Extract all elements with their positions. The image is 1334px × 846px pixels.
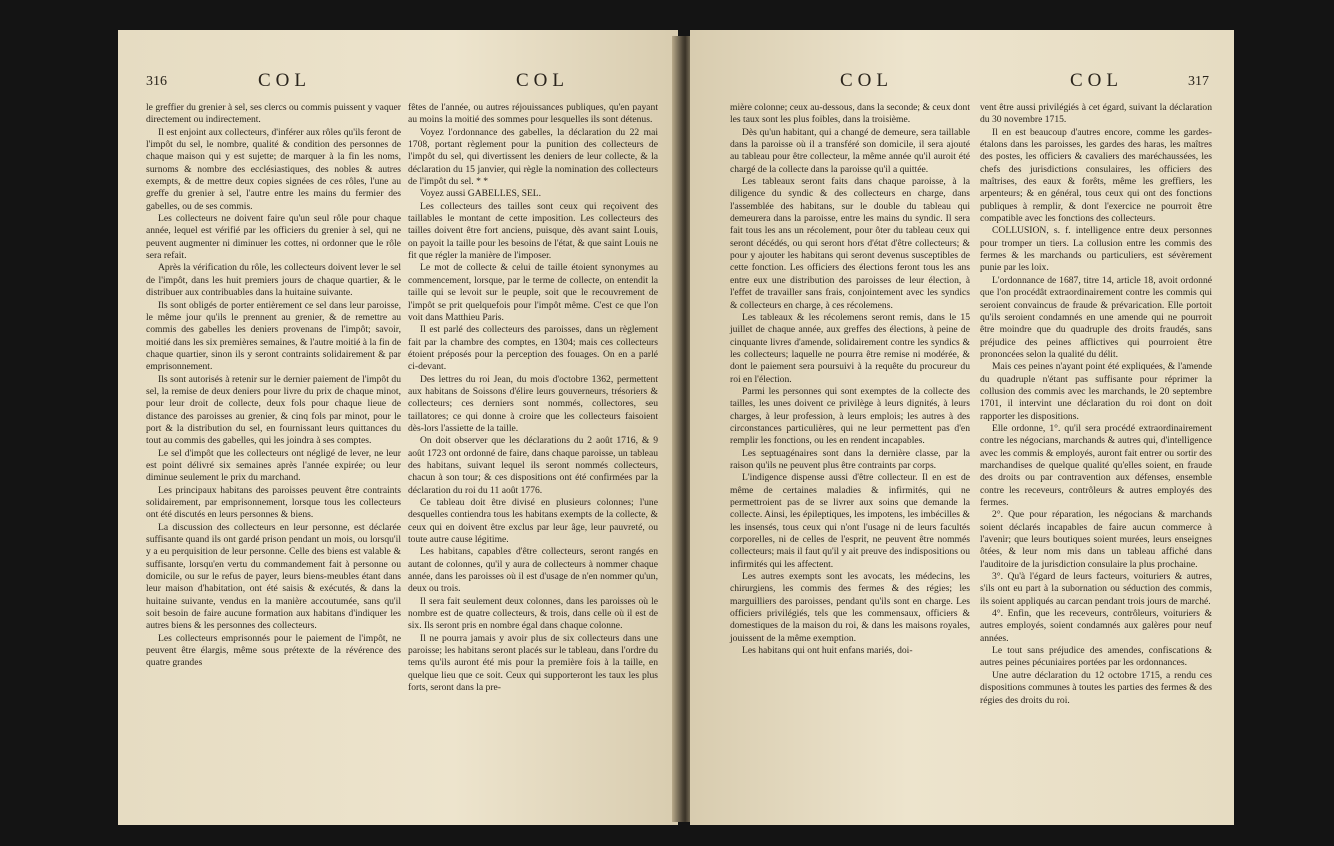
paragraph: Les autres exempts sont les avocats, les médecins, les chirurgiens, les commis des fermes & des régies; les marguilliers des paroisses, pendant qu'ils sont en charge. Les officiers privilégiés, tels que les commensaux, officiers & domestiques de la maison du roi, & dans les maisons royales, jouissent de la même exemption. [730, 571, 970, 644]
paragraph: Parmi les personnes qui sont exemptes de la collecte des tailles, les unes doivent ce privilège à leurs dignités, à leurs charges, à leur profession, à leurs emplois; les autres à des circonstances particulières, qui ne leur permettent pas d'en remplir les fonctions, ou les en rendent incapables. [730, 385, 970, 447]
paragraph: Des lettres du roi Jean, du mois d'octobre 1362, permettent aux habitans de Soissons d'élire leurs gouverneurs, trésoriers & collecteurs; ces derniers sont nommés, collectores, seu taillatores; ce qui donne à croire que les collecteurs faisoient dès-lors l'assiette de la taille. [408, 373, 658, 434]
paragraph: Dès qu'un habitant, qui a changé de demeure, sera taillable dans la paroisse où il a transféré son domicile, il sera ajouté au tableau pour être collecteur, la même année qu'il auroit été chargé de la collecte dans la paroisse qu'il a quittée. [730, 126, 970, 175]
paragraph: Le mot de collecte & celui de taille étoient synonymes au commencement, lorsque, par le terme de collecte, on entendit la taille qui se levoit sur le peuple, soit que le recouvrement de l'impôt se prit quelquefois pour l'impôt même. C'est ce que l'on voit dans Matthieu Paris. [408, 262, 658, 323]
paragraph: mière colonne; ceux au-dessous, dans la seconde; & ceux dont les taux sont les plus foibles, dans la troisième. [730, 102, 970, 126]
paragraph: Il est enjoint aux collecteurs, d'inférer aux rôles qu'ils feront de l'impôt du sel, le nombre, qualité & condition des personnes de chaque maison qui y est sujette; de marquer à la fin les noms, surnoms & nombre des ecclésiastiques, des nobles & autres exempts, & de mettre deux copies signées de ces rôles, l'une au greffe du grenier à sel, l'autre entre les mains du fermier des gabelles, ou de ses commis. [146, 126, 401, 212]
paragraph: COLLUSION, s. f. intelligence entre deux personnes pour tromper un tiers. La collusion entre les commis des fermes & les marchands ou particuliers, est sévèrement punie par les loix. [980, 225, 1212, 274]
left-page-column-1 [146, 102, 401, 670]
paragraph: 3°. Qu'à l'égard de leurs facteurs, voituriers & autres, s'ils ont eu part à la subornation ou séduction des commis, ils soient appliqués au carcan pendant trois jours de marché. [980, 571, 1212, 607]
paragraph: Les principaux habitans des paroisses peuvent être contraints solidairement, par emprisonnement, lorsque tous les collecteurs ont été discutés en leurs personnes & biens. [146, 484, 401, 521]
paragraph: Il est parlé des collecteurs des paroisses, dans un règlement fait par la chambre des comptes, en 1304; mais ces collecteurs étoient préposés pour la perception des fouages. On en a parlé ci-devant. [408, 324, 658, 373]
paragraph: 2°. Que pour réparation, les négocians & marchands soient déclarés incapables de faire aucun commerce à l'avenir; que leurs boutiques soient murées, leurs enseignes ôtées, & leur nom mis dans un tableau affiché dans l'auditoire de la jurisdiction consulaire la plus prochaine. [980, 509, 1212, 570]
paragraph: Ils sont autorisés à retenir sur le dernier paiement de l'impôt du sel, la remise de deux deniers pour livre du prix de chaque minot, pour leur droit de collecte, deux fols pour chaque lieue de distance des paroisses au grenier, & cinq fols par minot, pour le port & la distribution du sel, en fournissant leurs quittances du tout au commis des gabelles, qui les joindra à ses comptes. [146, 373, 401, 447]
paragraph: Après la vérification du rôle, les collecteurs doivent lever le sel de l'impôt, dans les huit premiers jours de chaque quartier, & le distribuer aux contribuables dans la huitaine suivante. [146, 262, 401, 299]
paragraph: Il ne pourra jamais y avoir plus de six collecteurs dans une paroisse; les habitans seront placés sur le tableau, dans l'ordre du tems qu'ils auront été mis pour la première fois à la taille, en quelque lieu que ce soit. Ceux qui supporteront les taux les plus forts, seront dans la pre- [408, 632, 658, 694]
paragraph: 4°. Enfin, que les receveurs, contrôleurs, voituriers & autres employés, soient condamnés aux galères pour neuf années. [980, 608, 1212, 644]
paragraph: Il sera fait seulement deux colonnes, dans les paroisses où le nombre est de quatre collecteurs, & trois, dans celle où il est de six. Ils seront pris en nombre égal dans chaque colonne. [408, 595, 658, 632]
paragraph: Le tout sans préjudice des amendes, confiscations & autres peines pécuniaires portées par les ordonnances. [980, 645, 1212, 669]
paragraph: On doit observer que les déclarations du 2 août 1716, & 9 août 1723 ont ordonné de faire, dans chaque paroisse, un tableau des habitans, suivant lequel ils seront nommés collecteurs, chacun à son tour; & ces dispositions ont été confirmées par la déclaration du roi du 11 août 1776. [408, 435, 658, 496]
running-head-left-1: COL [258, 70, 311, 91]
running-head-left-2: COL [516, 70, 569, 91]
paragraph: Elle ordonne, 1°. qu'il sera procédé extraordinairement contre les négocians, marchands & autres qui, d'intelligence avec les commis & employés, auront fait entrer ou sortir des marchandises de quelque qualité qu'elles soient, en fraude des droits ou par contravention aux défenses, ensemble contre les receveurs, contrôleurs & autres employés des fermes. [980, 422, 1212, 508]
paragraph: Les collecteurs emprisonnés pour le paiement de l'impôt, ne peuvent être élargis, même sous prétexte de la révérence des quatre grandes [146, 632, 401, 669]
right-page-column-1 [730, 102, 970, 657]
paragraph: Le sel d'impôt que les collecteurs ont négligé de lever, ne leur est point délivré six semaines après l'année expirée; ou leur diminue seulement le prix du marchand. [146, 447, 401, 484]
paragraph: Les habitans qui ont huit enfans mariés, doi- [742, 645, 913, 657]
right-page [690, 30, 1234, 825]
paragraph: Voyez aussi GABELLES, SEL. [420, 188, 542, 200]
paragraph: Les tableaux seront faits dans chaque paroisse, à la diligence du syndic & des collecteurs en charge, dans l'assemblée des habitans, sur le double du tableau qui demeurera dans la paroisse, entre les mains du syndic. Il sera fait tous les ans un récolement, pour ôter du tableau ceux qui seront décédés, ou qui seront hors d'état d'être collecteurs; & pour y ajouter les habitans qui seront devenus susceptibles de cette fonction. Les officiers des élections feront tous les ans entre eux une distribution des paroisses de leur élection, à l'effet de travailler sans frais, conjointement avec les syndics & collecteurs en charge, à ces récolemens. [730, 176, 970, 311]
page-number-right: 317 [1188, 74, 1209, 89]
paragraph: Ce tableau doit être divisé en plusieurs colonnes; l'une desquelles contiendra tous les habitans exempts de la collecte, & ceux qui en doivent être exclus par leur âge, leur pauvreté, ou toute autre cause légitime. [408, 497, 658, 546]
page-number-left: 316 [146, 74, 167, 89]
paragraph: Une autre déclaration du 12 octobre 1715, a rendu ces dispositions communes à toutes les parties des fermes & des régies des droits du roi. [980, 669, 1212, 706]
paragraph: Les collecteurs ne doivent faire qu'un seul rôle pour chaque année, lequel est vérifié par les officiers du grenier à sel, qui ne peuvent augmenter ni diminuer les cottes, ni ordonner que le rôle sera refait. [146, 213, 401, 262]
right-page-column-2 [980, 102, 1212, 707]
paragraph: Il en est beaucoup d'autres encore, comme les gardes-étalons dans les paroisses, les gardes des haras, les maîtres des postes, les officiers & cavaliers des maréchaussées, les chefs des jurisdictions consulaires, les officiers des maîtrises, des eaux & forêts, même les greffiers, les arpenteurs; & en général, tous ceux qui ont des fonctions publiques à remplir, & dont l'exercice ne pourroit être compatible avec les fonctions des collecteurs. [980, 126, 1212, 225]
paragraph: Ils sont obligés de porter entièrement ce sel dans leur paroisse, le même jour qu'ils le prennent au grenier, & de remettre au commis des gabelles les deniers provenans de l'impôt; savoir, moitié dans les six premières semaines, & l'autre moitié à la fin de chaque quartier, sinon ils y seront contraints solidairement & par emprisonnement. [146, 299, 401, 373]
left-page-column-2 [408, 102, 658, 695]
paragraph: le greffier du grenier à sel, ses clercs ou commis puissent y vaquer directement ou indirectement. [146, 102, 401, 126]
paragraph: fêtes de l'année, ou autres réjouissances publiques, qu'en payant au moins la moitié des sommes pour lesquelles ils sont détenus. [408, 102, 658, 126]
left-page [118, 30, 678, 825]
paragraph: Les tableaux & les récolemens seront remis, dans le 15 juillet de chaque année, aux greffes des élections, à peine de cinquante livres d'amende, solidairement contre les syndics & les collecteurs; laquelle ne pourra être remise ni modérée, & dont le paiement sera poursuivi à la requête du procureur du roi en l'élection. [730, 311, 970, 385]
paragraph: L'indigence dispense aussi d'être collecteur. Il en est de même de certaines maladies & infirmités, qui ne permettroient pas de se livrer aux soins que demande la collecte. Ainsi, les épileptiques, les impotens, les imbécilles & les insensés, tous ceux qui n'ont l'usage ni de leurs facultés corporelles, ni de celles de l'esprit, ne peuvent être nommés collecteurs; mais il faut qu'il y ait preuve des indispositions ou infirmités qui les affectent. [730, 472, 970, 570]
paragraph: vent être aussi privilégiés à cet égard, suivant la déclaration du 30 novembre 1715. [980, 102, 1212, 126]
paragraph: Voyez l'ordonnance des gabelles, la déclaration du 22 mai 1708, portant règlement pour la punition des collecteurs de l'impôt du sel, qui divertissent les deniers de leur collecte, & la déclaration du 15 janvier, qui règle la nomination des collecteurs de l'impôt du sel. * * [408, 126, 658, 188]
paragraph: Les habitans, capables d'être collecteurs, seront rangés en autant de colonnes, qu'il y aura de collecteurs à nommer chaque année, dans les paroisses où il est d'usage de n'en nommer qu'un, deux ou trois. [408, 546, 658, 595]
paragraph: Mais ces peines n'ayant point été expliquées, & l'amende du quadruple n'étant pas suffisante pour réprimer la collusion des commis avec les marchands, le 20 septembre 1701, il intervint une déclaration du roi dont on doit rapporter les dispositions. [980, 361, 1212, 422]
paragraph: Les collecteurs des tailles sont ceux qui reçoivent des taillables le montant de cette imposition. Les collecteurs des tailles doivent être fort anciens, puisque, dès avant saint Louis, on payoit la taille pour les besoins de l'état, & que saint Louis ne fit que régler la manière de l'imposer. [408, 200, 658, 262]
paragraph: La discussion des collecteurs en leur personne, est déclarée suffisante quand ils ont gardé prison pendant un mois, ou lorsqu'il y a eu perquisition de leur personne. Celle des biens est valable & suffisante, lorsqu'en vertu du commandement fait à personne ou domicile, ou sur le refus de payer, leurs biens-meubles étant dans leur maison d'habitation, ont été saisis & exécutés, & dans la huitaine suivante, vendus en la manière accoutumée, sans qu'il soit besoin de faire aucune formation aux habitans d'indiquer les autres biens & les personnes des collecteurs. [146, 521, 401, 632]
paragraph: Les septuagénaires sont dans la dernière classe, par la raison qu'ils ne peuvent plus être contraints par corps. [730, 447, 970, 471]
running-head-right-1: COL [840, 70, 893, 91]
paragraph: L'ordonnance de 1687, titre 14, article 18, avoit ordonné que l'on procédât extraordinairement contre les commis qui seroient convaincus de fraude & prévarication. Elle portoit qu'ils seroient condamnés en une amende qui ne pourroit être moindre que du quadruple des droits fraudés, sans préjudice des peines afflictives qui pourroient être prononcées selon la qualité du délit. [980, 274, 1212, 360]
running-head-right-2: COL [1070, 70, 1123, 91]
